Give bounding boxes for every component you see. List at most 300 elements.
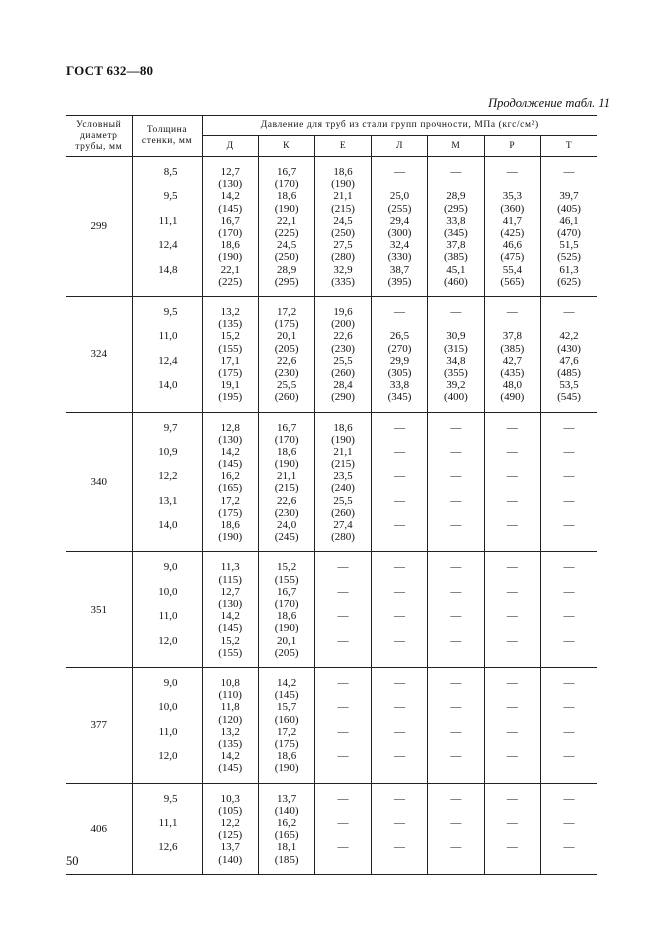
pressure-entry: [485, 422, 540, 446]
pressure-kgf: (160): [274, 713, 299, 726]
pressure-kgf: (255): [387, 202, 412, 215]
pressure-entry: [372, 306, 427, 330]
pressure-entry: [541, 446, 597, 470]
pressure-entry: [541, 355, 597, 379]
wall-thickness-value: 12,4: [158, 354, 178, 367]
wall-thickness-value: 11,0: [158, 725, 178, 738]
pressure-kgf: (525): [557, 251, 581, 264]
pressure-entry: [259, 306, 314, 330]
pressure-entry: [315, 701, 370, 725]
pressure-mpa: 61,3: [559, 263, 579, 276]
pressure-entry: [259, 750, 314, 774]
pressure-entry: [372, 817, 427, 841]
pressure-mpa: 16,7: [277, 166, 297, 178]
pressure-kgf: (145): [218, 622, 243, 635]
wall-thickness-value: 9,0: [163, 561, 178, 574]
pressure-entry: [259, 379, 314, 403]
pressure-cell: [541, 783, 597, 874]
diameter-cell: 299: [66, 157, 132, 297]
pressure-entry: [541, 422, 597, 446]
pressure-kgf: [541, 689, 597, 701]
pressure-kgf: (300): [387, 226, 412, 239]
pressure-entry: [428, 495, 483, 519]
pressure-kgf: (280): [331, 251, 355, 264]
pressure-entry: [428, 190, 483, 214]
pressure-entry: [485, 610, 540, 634]
pressure-kgf: (190): [274, 458, 299, 471]
pressure-mpa: 13,7: [220, 841, 240, 854]
pressure-kgf: (170): [274, 598, 299, 611]
pressure-kgf: [428, 854, 483, 866]
pressure-mpa: 10,3: [220, 792, 240, 805]
pressure-entry: [259, 190, 314, 214]
diameter-block-row: [66, 552, 597, 668]
pressure-kgf: (345): [443, 226, 468, 239]
pressure-mpa: 15,2: [277, 561, 297, 574]
pressure-mpa: 18,6: [220, 519, 240, 532]
pressure-kgf: (625): [557, 275, 581, 288]
pressure-entry: [485, 166, 540, 190]
pressure-entry: [315, 635, 370, 659]
pressure-mpa: 47,6: [559, 354, 579, 367]
pressure-kgf: [485, 458, 540, 470]
pressure-kgf: (115): [218, 573, 242, 586]
pressure-mpa: 32,4: [389, 239, 410, 252]
pressure-kgf: (165): [218, 482, 243, 495]
pressure-entry: [203, 306, 258, 330]
pressure-kgf: [485, 762, 540, 774]
pressure-kgf: [315, 762, 370, 774]
pressure-kgf: [372, 458, 427, 470]
wall-thickness-cell: [132, 783, 202, 874]
pressure-entry: [259, 422, 314, 446]
pressure-mpa: 15,2: [220, 330, 240, 343]
pressure-cell: [541, 157, 597, 297]
pressure-kgf: (305): [387, 366, 412, 379]
pressure-mpa: —: [506, 816, 518, 829]
pressure-kgf: (485): [557, 366, 581, 379]
pressure-entry: [259, 519, 314, 543]
pressure-mpa: —: [563, 634, 575, 647]
pressure-entry: [372, 239, 427, 263]
pressure-mpa: 33,8: [446, 214, 466, 227]
pressure-mpa: 20,1: [277, 330, 297, 343]
pressure-mpa: —: [506, 792, 518, 805]
pressure-entry: [428, 330, 483, 354]
pressure-kgf: [428, 574, 483, 586]
pressure-mpa: —: [563, 561, 575, 574]
pressure-mpa: —: [506, 841, 518, 854]
pressure-mpa: —: [506, 610, 518, 623]
pressure-cell: [541, 552, 597, 668]
pressure-mpa: 37,8: [502, 330, 522, 343]
diameter-block-row: [66, 668, 597, 784]
pressure-entry: [485, 750, 540, 774]
wall-thickness-value: 8,5: [163, 166, 178, 178]
pressure-mpa: 16,7: [277, 421, 297, 434]
pressure-mpa: 15,7: [277, 701, 297, 714]
pressure-kgf: [372, 434, 427, 446]
pressure-mpa: 18,6: [220, 239, 240, 252]
pressure-mpa: —: [563, 445, 575, 458]
pressure-kgf: (425): [500, 226, 525, 239]
pressure-cell: [315, 157, 371, 297]
pressure-kgf: (290): [331, 391, 355, 404]
pressure-entry: [315, 793, 370, 817]
pressure-entry: [259, 470, 314, 494]
pressure-mpa: 11,8: [220, 701, 240, 714]
pressure-mpa: 27,4: [333, 519, 353, 532]
pressure-kgf: [485, 622, 540, 634]
pressure-kgf: (175): [218, 366, 243, 379]
pressure-entry: [203, 586, 258, 610]
pressure-entry: [485, 586, 540, 610]
pressure-kgf: (140): [274, 804, 299, 817]
pressure-entry: [203, 841, 258, 865]
diameter-cell: 351: [66, 552, 132, 668]
pressure-kgf: [485, 434, 540, 446]
pressure-table: [66, 115, 597, 875]
pressure-mpa: —: [506, 585, 518, 598]
pressure-entry: [259, 446, 314, 470]
pressure-entry: [485, 379, 540, 403]
pressure-mpa: —: [393, 585, 405, 598]
pressure-cell: [541, 412, 597, 552]
pressure-kgf: (155): [218, 342, 243, 355]
diameter-cell: 406: [66, 783, 132, 874]
pressure-kgf: (225): [218, 275, 243, 288]
group-header-cell: М: [428, 136, 484, 157]
pressure-entry: [541, 635, 597, 659]
wall-thickness-value: 9,7: [163, 421, 178, 434]
pressure-kgf: (295): [443, 202, 468, 215]
pressure-kgf: [541, 531, 597, 543]
wall-thickness-cell: [132, 668, 202, 784]
pressure-entry: [315, 190, 370, 214]
pressure-kgf: [372, 829, 427, 841]
pressure-mpa: —: [393, 841, 405, 854]
pressure-mpa: 34,8: [446, 354, 466, 367]
pressure-entry: [203, 264, 258, 288]
pressure-mpa: 30,9: [446, 330, 466, 343]
pressure-entry: [541, 793, 597, 817]
pressure-entry: [428, 586, 483, 610]
pressure-kgf: (170): [274, 178, 299, 191]
pressure-entry: [315, 239, 370, 263]
pressure-mpa: 33,8: [389, 379, 410, 392]
pressure-mpa: 18,6: [277, 750, 297, 763]
pressure-mpa: —: [563, 470, 575, 483]
group-header-cell: Е: [315, 136, 371, 157]
pressure-entry: [315, 379, 370, 403]
pressure-entry: [372, 701, 427, 725]
pressure-entry: [259, 610, 314, 634]
pressure-entry: [315, 215, 370, 239]
pressure-entry: [428, 677, 483, 701]
pressure-mpa: —: [393, 421, 405, 434]
pressure-mpa: 22,6: [277, 354, 297, 367]
pressure-entry: [428, 610, 483, 634]
pressure-kgf: [485, 738, 540, 750]
pressure-kgf: [428, 482, 483, 494]
pressure-mpa: 22,6: [333, 330, 353, 343]
pressure-entry: [428, 264, 483, 288]
pressure-entry: [541, 264, 597, 288]
pressure-kgf: (135): [218, 318, 243, 331]
pressure-entry: [259, 239, 314, 263]
pressure-kgf: (190): [218, 531, 243, 544]
pressure-entry: [541, 841, 597, 865]
pressure-mpa: —: [563, 610, 575, 623]
wall-thickness-value: 12,0: [158, 634, 178, 647]
pressure-entry: [315, 495, 370, 519]
pressure-kgf: (230): [274, 506, 299, 519]
pressure-kgf: (260): [274, 391, 299, 404]
pressure-kgf: [541, 458, 597, 470]
pressure-mpa: —: [450, 816, 462, 829]
pressure-entry: [541, 215, 597, 239]
pressure-kgf: [485, 829, 540, 841]
pressure-entry: [259, 841, 314, 865]
pressure-mpa: —: [563, 816, 575, 829]
pressure-entry: [203, 470, 258, 494]
pressure-kgf: (200): [331, 318, 355, 331]
pressure-mpa: —: [450, 305, 462, 318]
pressure-entry: [259, 726, 314, 750]
pressure-mpa: 42,7: [502, 354, 522, 367]
pressure-kgf: (565): [500, 275, 525, 288]
pressure-mpa: 13,2: [220, 725, 240, 738]
pressure-mpa: 16,7: [277, 585, 297, 598]
pressure-entry: [485, 677, 540, 701]
pressure-kgf: (175): [218, 506, 243, 519]
pressure-mpa: —: [393, 816, 405, 829]
pressure-entry: [203, 190, 258, 214]
pressure-kgf: [315, 829, 370, 841]
pressure-entry: [203, 239, 258, 263]
diameter-block-row: [66, 296, 597, 412]
pressure-mpa: —: [450, 585, 462, 598]
pressure-mpa: 17,2: [277, 305, 297, 318]
pressure-kgf: [372, 738, 427, 750]
pressure-kgf: [428, 714, 483, 726]
pressure-mpa: —: [506, 701, 518, 714]
pressure-entry: [428, 519, 483, 543]
pressure-kgf: (330): [387, 251, 412, 264]
pressure-mpa: —: [450, 561, 462, 574]
pressure-mpa: 29,4: [389, 214, 410, 227]
pressure-kgf: (385): [500, 342, 525, 355]
pressure-entry: [541, 239, 597, 263]
pressure-kgf: (345): [387, 391, 412, 404]
pressure-entry: [315, 355, 370, 379]
pressure-cell: [315, 412, 371, 552]
pressure-entry: [372, 470, 427, 494]
pressure-entry: [372, 355, 427, 379]
pressure-mpa: 25,5: [333, 494, 353, 507]
pressure-entry: [372, 561, 427, 585]
pressure-cell: [371, 296, 427, 412]
pressure-mpa: 29,9: [389, 354, 410, 367]
pressure-cell: [371, 552, 427, 668]
pressure-mpa: —: [450, 445, 462, 458]
wall-thickness-value: 11,1: [158, 816, 178, 829]
pressure-entry: [372, 446, 427, 470]
pressure-mpa: 39,2: [446, 379, 466, 392]
pressure-entry: [203, 726, 258, 750]
pressure-entry: [315, 750, 370, 774]
pressure-kgf: [485, 854, 540, 866]
wall-thickness-value: 11,1: [158, 214, 178, 227]
pressure-entry: [315, 422, 370, 446]
pressure-kgf: [485, 574, 540, 586]
pressure-cell: [315, 783, 371, 874]
pressure-mpa: —: [563, 750, 575, 763]
pressure-entry: [541, 701, 597, 725]
pressure-mpa: 46,1: [559, 214, 579, 227]
pressure-mpa: 12,7: [220, 166, 240, 178]
table-body: [66, 157, 597, 875]
pressure-kgf: (145): [218, 202, 243, 215]
pressure-entry: [541, 306, 597, 330]
pressure-mpa: 18,1: [277, 841, 297, 854]
pressure-mpa: —: [506, 421, 518, 434]
pressure-kgf: [485, 805, 540, 817]
pressure-cell: [315, 552, 371, 668]
pressure-cell: [202, 668, 258, 784]
pressure-mpa: —: [393, 725, 405, 738]
pressure-kgf: (135): [218, 738, 243, 750]
pressure-entry: [203, 793, 258, 817]
pressure-mpa: —: [563, 725, 575, 738]
pressure-cell: [428, 668, 484, 784]
pressure-entry: [372, 215, 427, 239]
pressure-entry: [372, 586, 427, 610]
pressure-entry: [541, 817, 597, 841]
pressure-cell: [202, 783, 258, 874]
pressure-entry: [203, 446, 258, 470]
pressure-cell: [202, 552, 258, 668]
pressure-entry: [315, 306, 370, 330]
pressure-cell: [258, 296, 314, 412]
diameter-cell: 377: [66, 668, 132, 784]
wall-thickness-value: 13,1: [158, 494, 178, 507]
pressure-kgf: [372, 689, 427, 701]
pressure-cell: [315, 668, 371, 784]
pressure-mpa: —: [450, 421, 462, 434]
pressure-cell: [484, 668, 540, 784]
pressure-kgf: (250): [274, 251, 299, 264]
pressure-entry: [541, 750, 597, 774]
pressure-kgf: [541, 622, 597, 634]
pressure-entry: [541, 519, 597, 543]
pressure-entry: [372, 793, 427, 817]
pressure-kgf: [485, 714, 540, 726]
pressure-kgf: [428, 647, 483, 659]
pressure-kgf: [372, 507, 427, 519]
pressure-kgf: [428, 829, 483, 841]
pressure-mpa: 22,6: [277, 494, 297, 507]
pressure-kgf: (170): [218, 226, 243, 239]
pressure-kgf: (190): [274, 622, 299, 635]
pressure-entry: [428, 215, 483, 239]
pressure-kgf: [541, 738, 597, 750]
pressure-kgf: [541, 482, 597, 494]
pressure-mpa: 14,2: [220, 190, 240, 203]
pressure-entry: [315, 470, 370, 494]
pressure-mpa: 46,6: [502, 239, 522, 252]
pressure-entry: [372, 166, 427, 190]
pressure-entry: [203, 379, 258, 403]
pressure-entry: [372, 750, 427, 774]
pressure-entry: [541, 379, 597, 403]
pressure-kgf: (335): [331, 275, 355, 288]
pressure-mpa: —: [450, 470, 462, 483]
pressure-mpa: 14,2: [220, 750, 240, 763]
pressure-mpa: 26,5: [389, 330, 410, 343]
pressure-mpa: 22,1: [220, 263, 240, 276]
pressure-kgf: [428, 762, 483, 774]
pressure-mpa: 21,1: [277, 470, 297, 483]
pressure-entry: [428, 306, 483, 330]
pressure-entry: [203, 519, 258, 543]
pressure-mpa: —: [337, 750, 349, 763]
pressure-entry: [428, 841, 483, 865]
pressure-kgf: (190): [331, 178, 355, 191]
pressure-kgf: [485, 689, 540, 701]
pressure-mpa: 18,6: [333, 166, 353, 178]
pressure-kgf: (130): [218, 178, 243, 191]
pressure-kgf: (215): [331, 202, 355, 215]
pressure-mpa: 25,5: [333, 354, 353, 367]
wall-thickness-value: 10,0: [158, 585, 178, 598]
pressure-mpa: —: [393, 677, 405, 690]
pressure-kgf: (130): [218, 433, 243, 446]
pressure-kgf: [428, 689, 483, 701]
wall-thickness-value: 10,9: [158, 445, 178, 458]
pressure-entry: [485, 264, 540, 288]
pressure-cell: [484, 783, 540, 874]
pressure-mpa: —: [393, 305, 405, 318]
pressure-entry: [428, 355, 483, 379]
pressure-mpa: —: [337, 841, 349, 854]
wall-column-header: Толщина стенки, мм: [132, 116, 202, 157]
pressure-kgf: [372, 178, 427, 190]
pressure-mpa: 25,5: [277, 379, 297, 392]
pressure-kgf: [485, 647, 540, 659]
pressure-mpa: —: [506, 561, 518, 574]
pressure-kgf: [428, 598, 483, 610]
pressure-kgf: [428, 178, 483, 190]
pressure-kgf: (145): [218, 458, 243, 471]
pressure-kgf: (260): [331, 366, 355, 379]
pressure-entry: [259, 561, 314, 585]
pressure-kgf: (490): [500, 391, 525, 404]
pressure-entry: [259, 793, 314, 817]
pressure-kgf: [372, 647, 427, 659]
wall-thickness-value: 14,0: [158, 379, 178, 392]
pressure-entry: [541, 470, 597, 494]
pressure-mpa: —: [506, 634, 518, 647]
pressure-mpa: 12,7: [220, 585, 240, 598]
pressure-mpa: 20,1: [277, 634, 297, 647]
pressure-kgf: [485, 531, 540, 543]
pressure-entry: [203, 495, 258, 519]
pressure-mpa: 32,9: [333, 263, 353, 276]
pressure-mpa: —: [506, 677, 518, 690]
pressure-entry: [428, 446, 483, 470]
wall-thickness-value: 14,8: [158, 263, 178, 276]
